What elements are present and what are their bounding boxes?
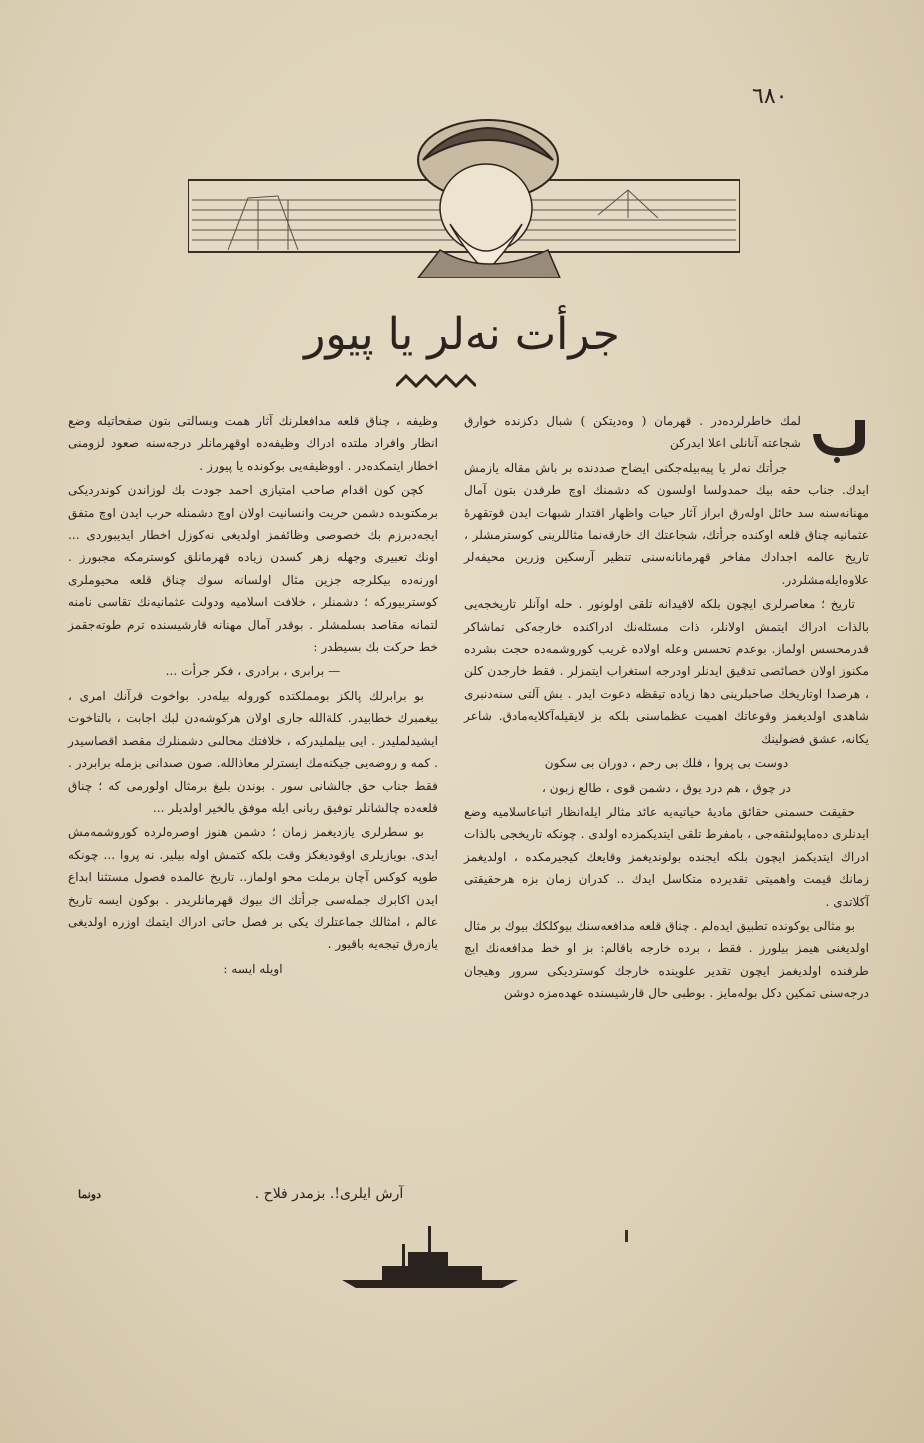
closing-line: آرش ايلرى!. بزمدر فلاح . bbox=[254, 1186, 404, 1202]
left-text-column bbox=[68, 410, 438, 982]
paragraph-9: بو سطرلرى يازديغمز زمان ؛ دشمن هنوز اوصرەلردە كوروشمەمش ايدى. بويازيلرى اوقوديغكز وقت بلكه كتمش اوله بيلير. نه پروا ... چونكه طوپه كوكس آچان برملت محو اولماز.. تاريخ عالمده فصول مستثنا ابداع ايدن اكابرك جملەسى جرأتك اك بيوك قهرمانلريدر . بوكون ايسه تاريخ عالم ، امثالك جماعتلرك يكى بر فصل حاتى ادراك ايتمك اوزرە اولديغى يازەرق تيجەيە باقيور . bbox=[68, 825, 438, 952]
paragraph-1: لمك خاطرلردەدر . قهرمان ( وەدیتكن ) شبال دكزندە خوارق شجاعتە آنانلى اعلا ايدركن bbox=[464, 414, 801, 451]
battleship-icon bbox=[342, 1222, 518, 1294]
dropcap-ornament bbox=[809, 412, 869, 464]
paragraph-2: جرأتك نەلر يا پيەبيلەجكنى ايضاح صددندە بر باش مقالە يازمش ايدك. جناب حقه بيك حمدولسا اولسون كە دشمنك اوچ طرفدن بتون آمال مهنانەسنە سد حائل اولەرق ابراز آثار حيات واظهار اقتدار شبهات ايدن قوتقهرۀ عثمانيه چناق قلعە اوكندە جرأتك، شجاعتك اك خارقەنما مثاللرينى كوسترمشلر ، تاريخ عالمه اجدادك مفاخر قهرمانانەسنى تنظير آرسكين وزرين محيفەلر علاوەايلەمشلردر. bbox=[464, 460, 869, 587]
paragraph-6: وظيفه ، چناق قلعه مدافعلرنك آثار همت وبسالتى بتون صفحاتيلە وضع انظار وافراد ملتدە ادراك وظيفەدە اوقهرمانلر درجەسنە صعود لزومنى اخطار ايتمكدەدر . اووظيفەيى بوكوندە يا پيورز . bbox=[68, 414, 438, 473]
stray-mark bbox=[625, 1230, 628, 1242]
paragraph-8: بو برابرلك پالكز بومملكتدە كوروله بيلەدر. بواخوت قرآنك امرى ، بيغمبرك خطابيدر. كلةالله جارى اولان هركوشەدن لبك اجابت ، بالتاخوت ايشيدلمليدر . ايى بيلمليدركه ، خلافتك محالىى دشمنلرك مقصد اقصاسيدر . كمه و روضەيى جيكنەمك ايسترلر معاذالله. صون صىدانى بزمله برابردر . فقط جناب حق جالشانى سور . بوندن بليغ برمثال اولورمى كه ؛ چناق قلعەدە چالشانلر توفيق ربانى ايلە موفق بالخير اولديلر ... bbox=[68, 688, 438, 815]
paragraph-3: تاريخ ؛ معاصرلرى ايچون بلكه لاقيدانه تلقى اولونور . حله اوآنلر تاريخجەيى بالذات ادراك ايتمش اولانلر، ذات مسئلەنك ادراكنده خارجەكى تماشاكر قدرمحسس اولماز. بوعدم تحسس وعلە اولادە غريب كوروشمەدە حجت بشرده مكنوز اولان خصائصى تدقيق ايدنلر اودرجه استغراب ايتمزلر . فقط خارجدن كلن ، هرصدا اوتاريخك صاحبلرينى دها زيادە تيقظه دعوت ايدر . بش آلتى سنەدنبرى شاهدى اولديغمز وقوعاتك اهميت عظماسنى بلكه بز لايقيلەآكلايەمادق. شاعر يكانه، عشق فضولينك bbox=[464, 597, 869, 746]
paragraph-5: بو مثالى يوكوندە تطبيق ايدەلم . چناق قلعه مدافعەسنك بيوكلكك بيوك بر مثال اولديغنى هيمز بيلورز . فقط ، بردە خارجه باقالم: بز او خط مدافعەنك ايچ طرفندە اولديغمز ايچون تقدير علوينده خارجك كوستردیکی سرور وهيجان درجەسنى تمكين دكل بولەمايز . بوطبى حال قارشيسنده عهدەمزه دوشن bbox=[464, 918, 869, 1001]
verse-line-2: در چوق ، هم درد يوق ، دشمن قوى ، طالع زبون ، bbox=[541, 780, 791, 795]
paragraph-7: كچن كون اقدام صاحب امتيازى احمد جودت بك لوزاندن كوندرديكى برمكتوبدە دشمن حريت وانسانيت اولان اوچ دشمنلە حرب ايدن اوچ متفق ايجەدبرزم بك خصوصى وظائفمز اولديغى نەكوزل اخطار ايديبوردى ... اونك تعبيرى وجهلە زهر كسدن زيادە قهرمانلق كوسترمكه مجبورز . اورنەدە بيكلرجه جزين مثال اولسانە سوك چناق قلعه محيوملرى كوستربيوركه ؛ دشمنلر ، خلافت اسلاميه ودولت عثمانيەنك تقاسى نامنە لتمانە مقاصد بسلمشلر . بوقدر آمال مهنانە قارشيسنده ترم طوتەجقمز خط حركت بك بسيطدر : bbox=[68, 483, 438, 655]
title-ornament-zigzag bbox=[396, 372, 476, 390]
verse-line-1: دوست بى پروا ، فلك بى رحم ، دوران بى سكون bbox=[544, 756, 789, 771]
page-number: ٦٨٠ bbox=[752, 84, 788, 109]
article-title: جرأت نەلر يا پيور bbox=[304, 309, 620, 360]
author-signature: دونما bbox=[78, 1188, 101, 1201]
header-illustration-old-man bbox=[188, 100, 740, 278]
right-text-column bbox=[464, 410, 869, 1007]
motto-line: — برابرى ، برادرى ، فكر جرأت ... bbox=[165, 664, 341, 679]
paragraph-4: حقيقت حسمنى حقائق ماديۀ حياتيەيە عائد مثالر ايلەانظار اتباعاسلاميه وضع ايدنلرى دەماپولىثقەجى ، بامفرط تلقى ايتديكمزدە اولدى . چونكه تاريخجى بالذات ادراك ايتديكمز ايچون بلكه ايجنده بولونديغمز وقايعك كيجيرمكده ، اولديغمز زمانك قيمت واهميتى تقديرده متكاسل ايدك .. كدران زمان بزه هرحقيقتى آكلاتدى . bbox=[464, 804, 869, 909]
paragraph-10: اويله ايسه : bbox=[223, 961, 283, 976]
